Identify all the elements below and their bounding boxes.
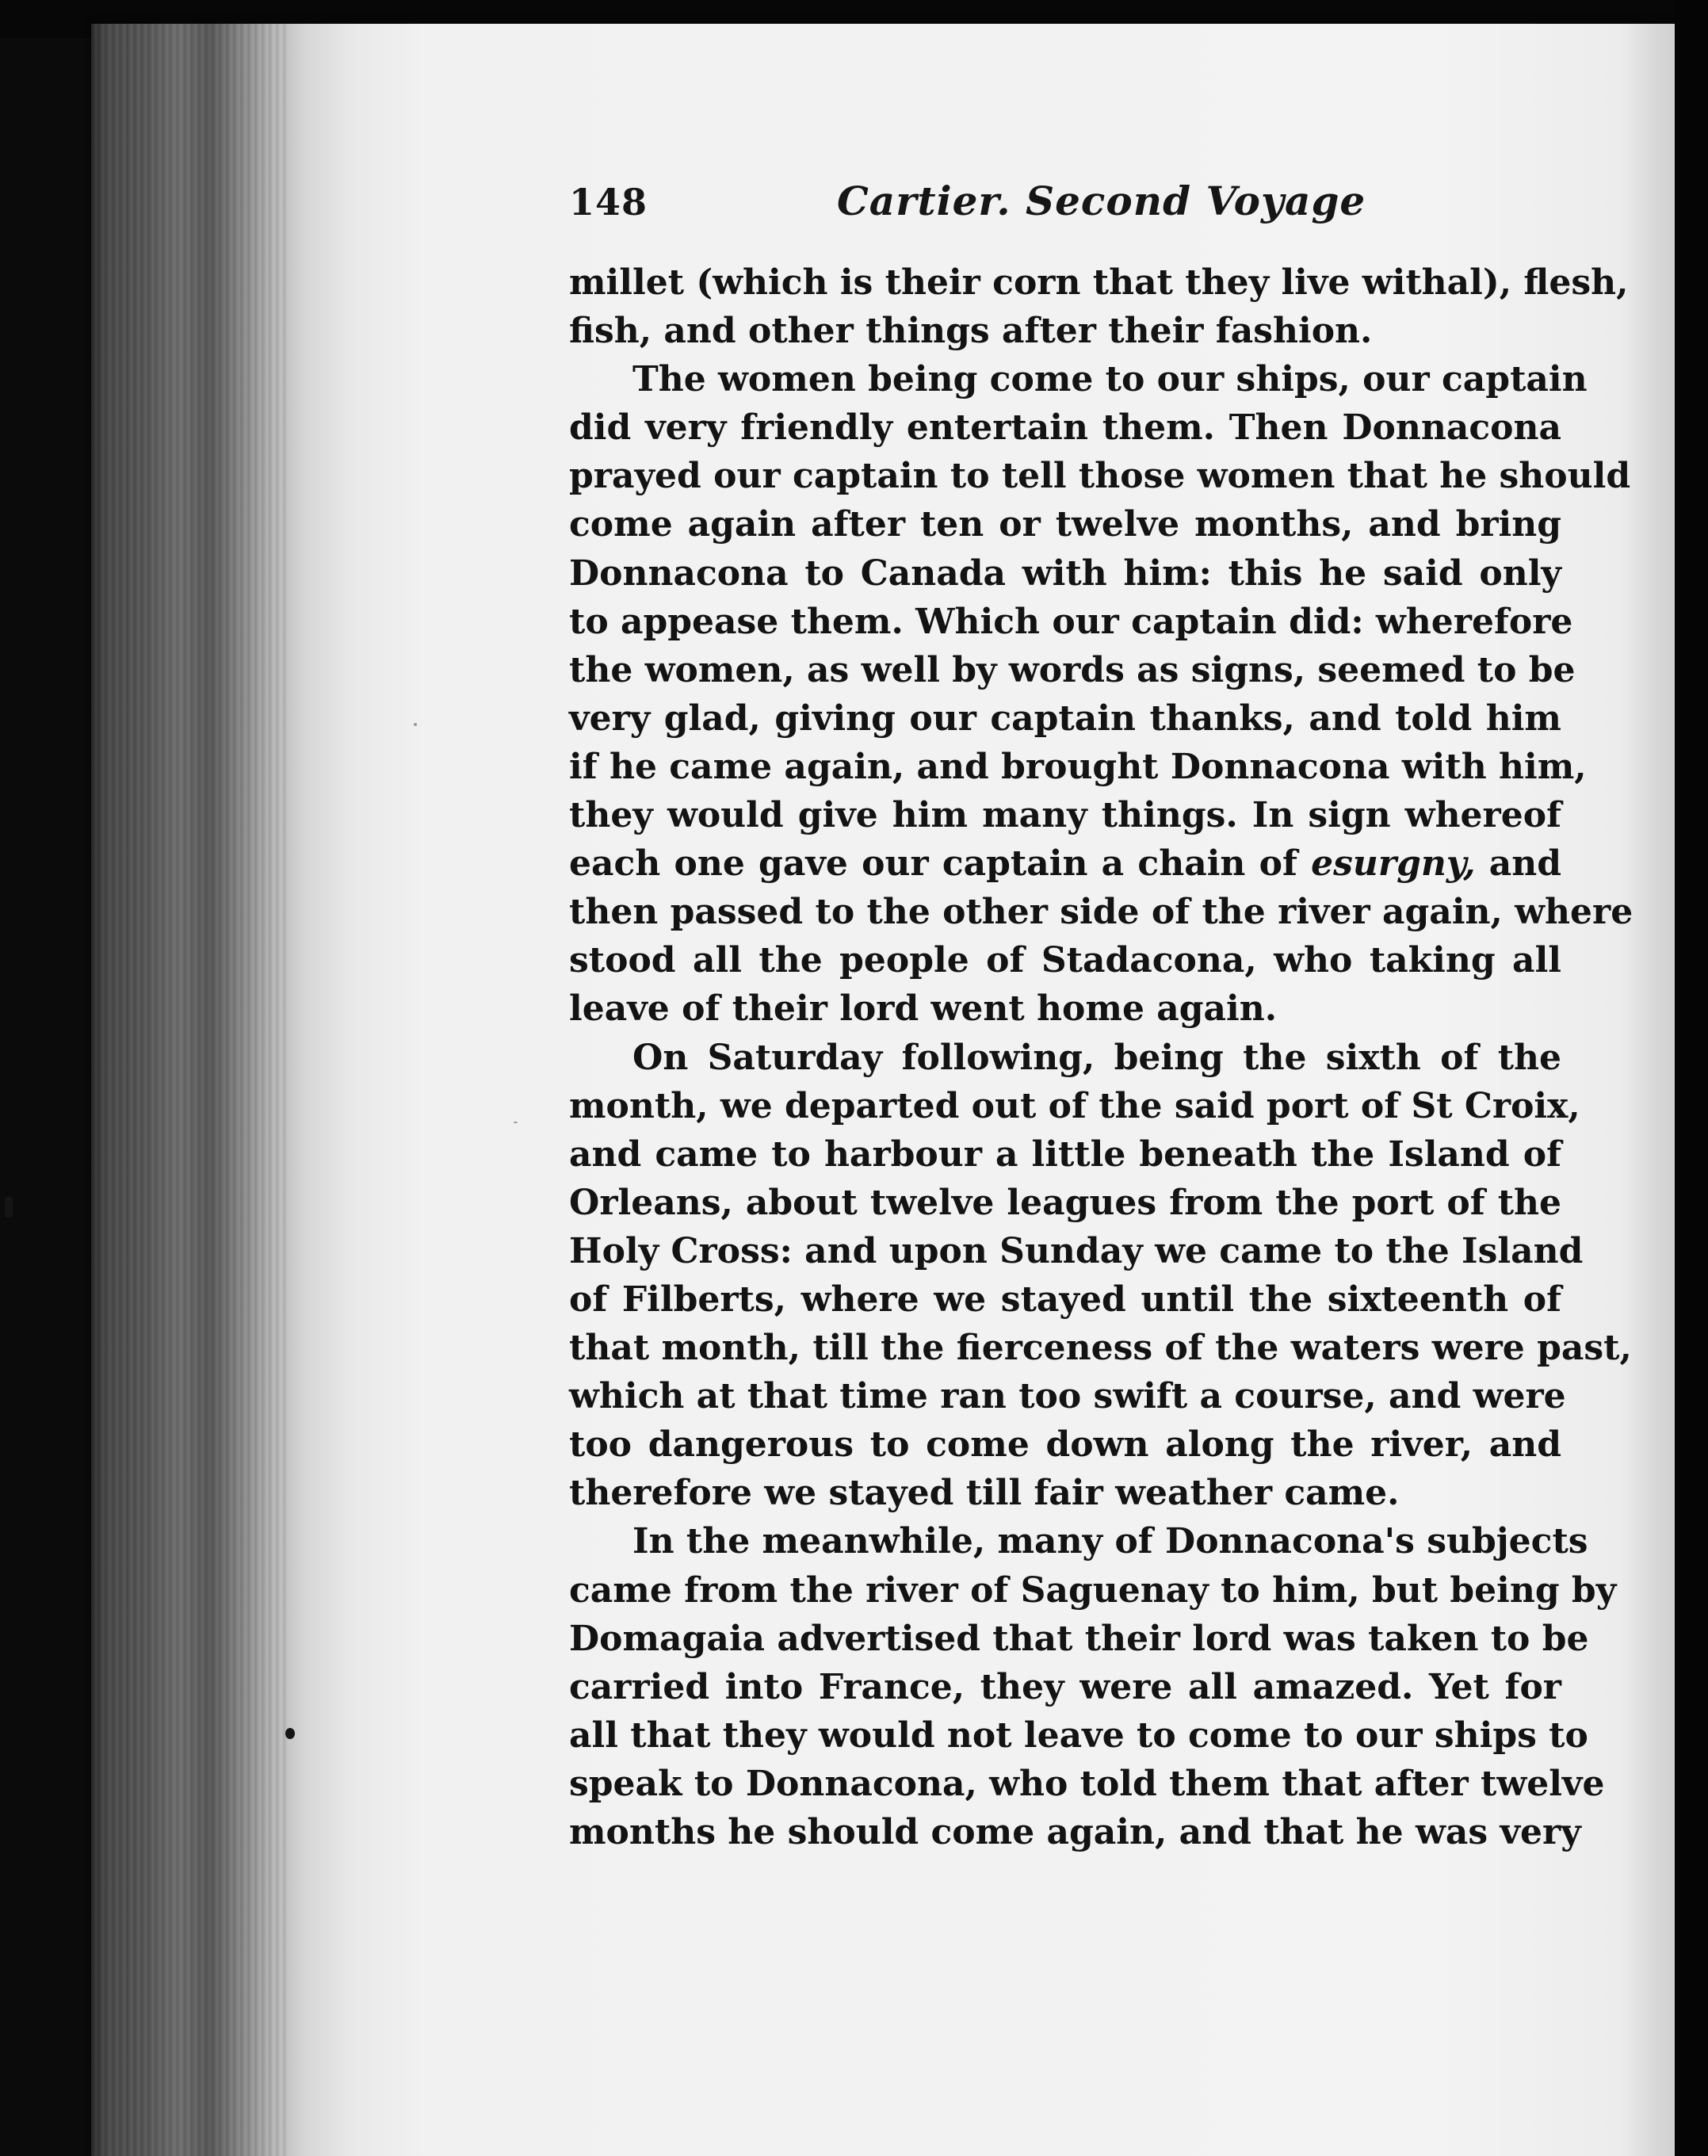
ink-speck [5,1197,13,1218]
text-fragment: and [1475,843,1562,885]
italic-word: esurgny, [1311,843,1476,885]
text-line: of Filberts, where we stayed until the sixteenth of [569,1279,1561,1320]
text-line: and came to harbour a little beneath the Island of [569,1133,1561,1175]
text-line: month, we departed out of the said port of St Croix, [569,1085,1580,1126]
text-line: millet (which is their corn that they live withal), flesh, [569,262,1629,303]
text-line: Donnacona to Canada with him: this he said only [569,552,1561,594]
page-gutter-shadow [91,24,289,2156]
text-line: Domagaia advertised that their lord was taken to be [569,1618,1589,1659]
text-line: speak to Donnacona, who told them that after twelve [569,1763,1605,1804]
text-line: came from the river of Saguenay to him, but being by [569,1569,1617,1611]
text-line: then passed to the other side of the river again, where [569,892,1633,933]
text-line: leave of their lord went home again. [569,988,1278,1030]
text-line-with-italic [569,839,1561,888]
ink-speck [285,1728,295,1739]
text-line: if he came again, and brought Donnacona with him, [569,746,1587,787]
text-line: did very friendly entertain them. Then Donnacona [569,407,1561,449]
text-line: carried into France, they were all amazed. Yet for [569,1666,1561,1707]
text-line: too dangerous to come down along the river, and [569,1424,1561,1466]
text-line: In the meanwhile, many of Donnacona's subjects [632,1521,1588,1562]
body-text [569,258,1633,1856]
text-line: that month, till the fierceness of the waters were past, [569,1328,1632,1369]
text-line: the women, as well by words as signs, seemed to be [569,649,1576,690]
scan-right-border [1675,0,1708,2156]
text-line: prayed our captain to tell those women that he should [569,456,1631,497]
text-line: Holy Cross: and upon Sunday we came to the Island [569,1230,1584,1271]
text-line: they would give him many things. In sign whereof [569,795,1561,836]
text-line: come again after ten or twelve months, and bring [569,504,1561,545]
text-line: Orleans, about twelve leagues from the port of the [569,1182,1561,1223]
text-line: therefore we stayed till fair weather came. [569,1473,1400,1514]
text-line: fish, and other things after their fashion. [569,311,1373,352]
text-line: The women being come to our ships, our captain [632,359,1588,400]
text-line: all that they would not leave to come to our ships to [569,1714,1588,1756]
text-line: very glad, giving our captain thanks, and told him [569,698,1561,739]
page-number: 148 [569,181,648,224]
text-line: which at that time ran too swift a course, and were [569,1376,1566,1417]
text-fragment: each one gave our captain a chain of [569,843,1312,885]
ink-speck [414,723,417,726]
text-line: stood all the people of Stadacona, who taking all [569,940,1561,981]
running-head [569,178,1560,236]
ink-speck [514,1122,518,1123]
text-line: On Saturday following, being the sixth of the [632,1037,1561,1078]
text-line: to appease them. Which our captain did: wherefore [569,601,1573,642]
running-title: Cartier. Second Voyage [837,178,1366,224]
text-line: months he should come again, and that he was very [569,1812,1581,1852]
